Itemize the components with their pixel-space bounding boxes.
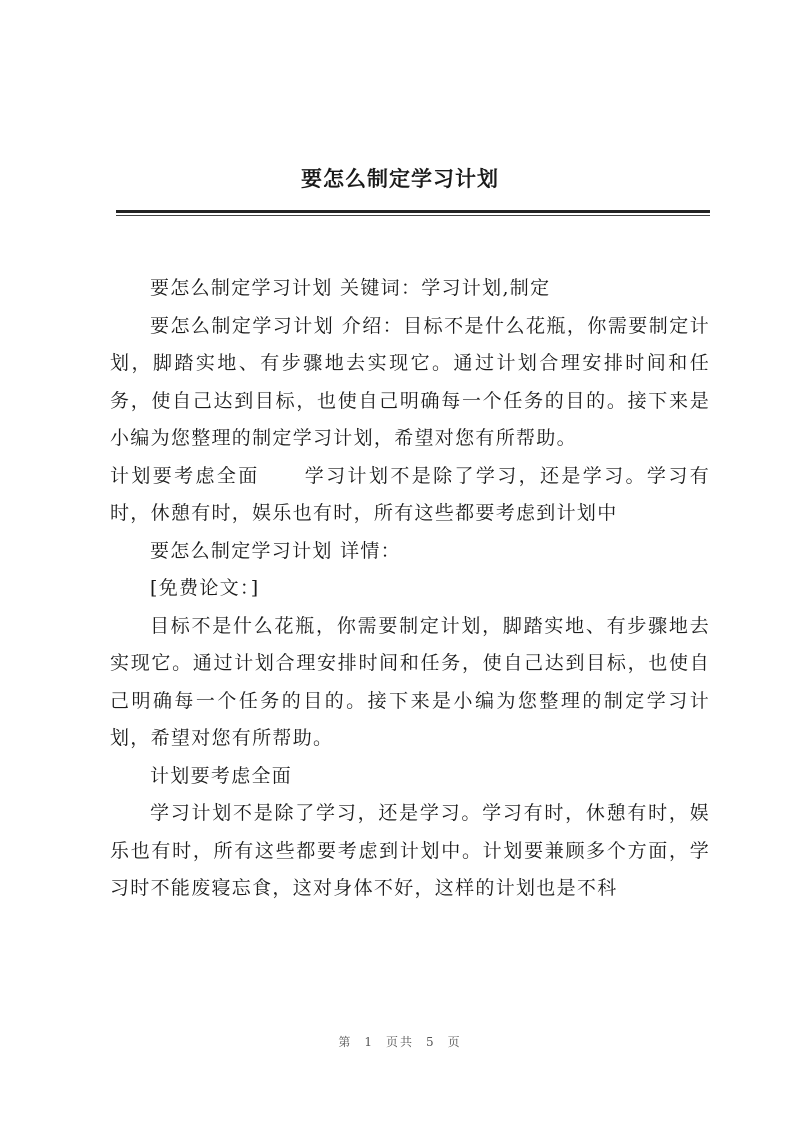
details-paragraph: 要怎么制定学习计划 详情： [150, 539, 401, 562]
summary-paragraph [110, 458, 710, 533]
page-footer [0, 1033, 800, 1050]
footer-suffix: 页 [447, 1035, 462, 1049]
document-body [110, 270, 710, 908]
keywords-paragraph: 要怎么制定学习计划 关键词：学习计划,制定 [150, 277, 551, 299]
section-body-paragraph: 学习计划不是除了学习，还是学习。学习有时，休憩有时，娱乐也有时，所有这些都要考虑到计划中。计划要兼顾多个方面，学习时不能废寝忘食，这对身体不好，这样的计划也是不科 [110, 802, 710, 899]
detail-intro-paragraph: 目标不是什么花瓶，你需要制定计划，脚踏实地、有步骤地去实现它。通过计划合理安排时间和任务，使自己达到目标，也使自己明确每一个任务的目的。接下来是小编为您整理的制定学习计划，希望对您有所帮助。 [110, 614, 710, 749]
summary-body: 学习计划不是除了学习，还是学习。学习有时，休憩有时，娱乐也有时，所有这些都要考虑到计划中 [110, 464, 711, 524]
title-divider-thin [116, 215, 710, 216]
intro-paragraph: 要怎么制定学习计划 介绍：目标不是什么花瓶，你需要制定计划，脚踏实地、有步骤地去实现它。通过计划合理安排时间和任务，使自己达到目标，也使自己明确每一个任务的目的。接下来是小编为您整理的制定学习计划，希望对您有所帮助。 [110, 314, 710, 449]
free-paper-paragraph: [免费论文：] [150, 577, 260, 599]
title-divider [116, 210, 710, 213]
page-title: 要怎么制定学习计划 [301, 166, 499, 191]
footer-current-page: 1 [364, 1035, 374, 1049]
footer-prefix: 第 [338, 1035, 353, 1049]
section-heading: 计划要考虑全面 [150, 764, 293, 787]
summary-heading: 计划要考虑全面 [110, 464, 260, 487]
footer-middle: 页共 [385, 1035, 414, 1049]
footer-total-pages: 5 [426, 1035, 436, 1049]
